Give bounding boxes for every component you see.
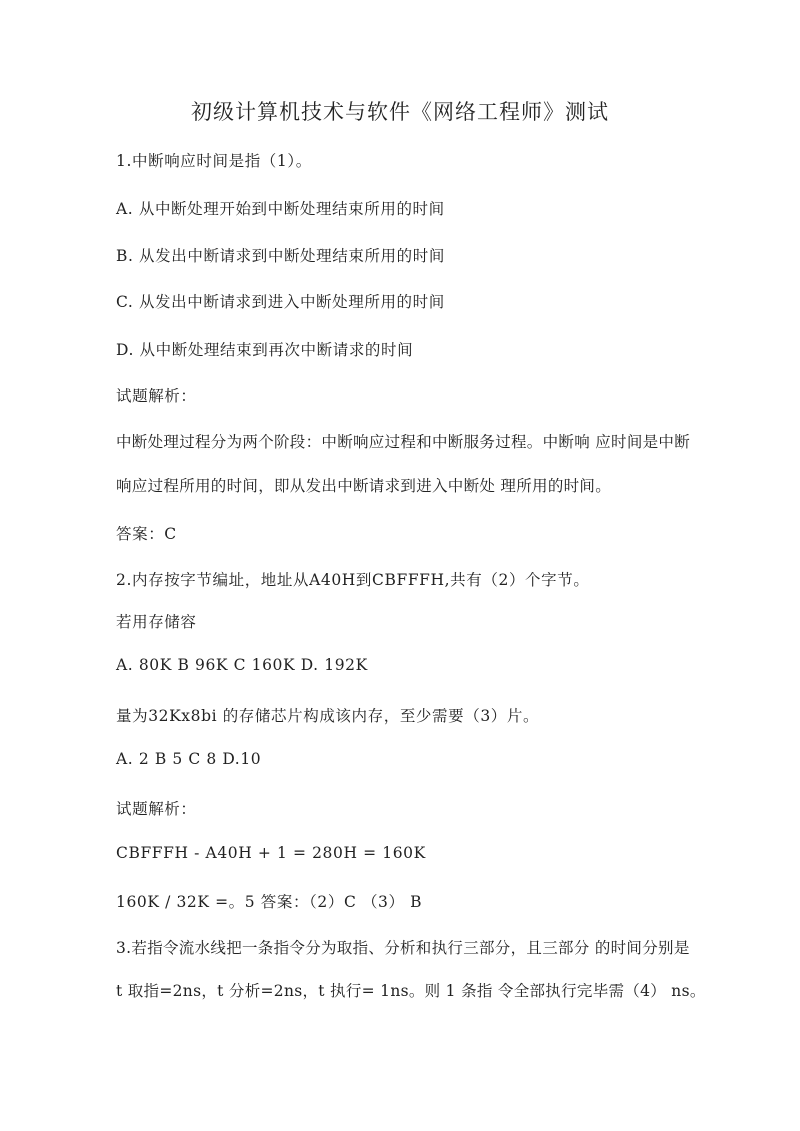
- analysis-heading: 试题解析：: [116, 387, 197, 405]
- answer-line: 答案：C: [116, 525, 177, 543]
- question-2-stem: 2.内存按字节编址，地址从A40H到CBFFFH,共有（2）个字节。: [116, 571, 590, 589]
- question-3-options: A. 2 B 5 C 8 D.10: [116, 750, 262, 768]
- analysis-paragraph-line: 响应过程所用的时间，即从发出中断请求到进入中断处 理所用的时间。: [116, 477, 612, 495]
- question-3-stem: 量为32Kx8bi 的存储芯片构成该内存，至少需要（3）片。: [116, 707, 540, 725]
- question-2-stem-continued: 若用存储容: [116, 613, 197, 631]
- analysis-heading: 试题解析：: [116, 800, 197, 818]
- question-4-stem: 3.若指令流水线把一条指令分为取指、分析和执行三部分，且三部分 的时间分别是: [116, 939, 690, 957]
- document-title: 初级计算机技术与软件《网络工程师》测试: [191, 100, 609, 124]
- question-4-stem-continued: t 取指=2ns，t 分析=2ns，t 执行= 1ns。则 1 条指 令全部执行完毕需（4） ns。: [116, 982, 706, 1000]
- calculation-answer-line: 160K / 32K =。5 答案：（2）C （3） B: [116, 893, 423, 911]
- question-1-option-d: D. 从中断处理结束到再次中断请求的时间: [116, 341, 414, 359]
- question-2-options: A. 80K B 96K C 160K D. 192K: [116, 656, 368, 674]
- calculation-line: CBFFFH - A40H + 1 = 280H = 160K: [116, 844, 426, 862]
- question-1-option-c: C. 从发出中断请求到进入中断处理所用的时间: [116, 293, 445, 311]
- question-1-option-b: B. 从发出中断请求到中断处理结束所用的时间: [116, 247, 445, 265]
- question-1-option-a: A. 从中断处理开始到中断处理结束所用的时间: [116, 200, 445, 218]
- analysis-paragraph-line: 中断处理过程分为两个阶段：中断响应过程和中断服务过程。中断响 应时间是中断: [116, 433, 691, 451]
- question-1-stem: 1.中断响应时间是指（1）。: [116, 152, 312, 170]
